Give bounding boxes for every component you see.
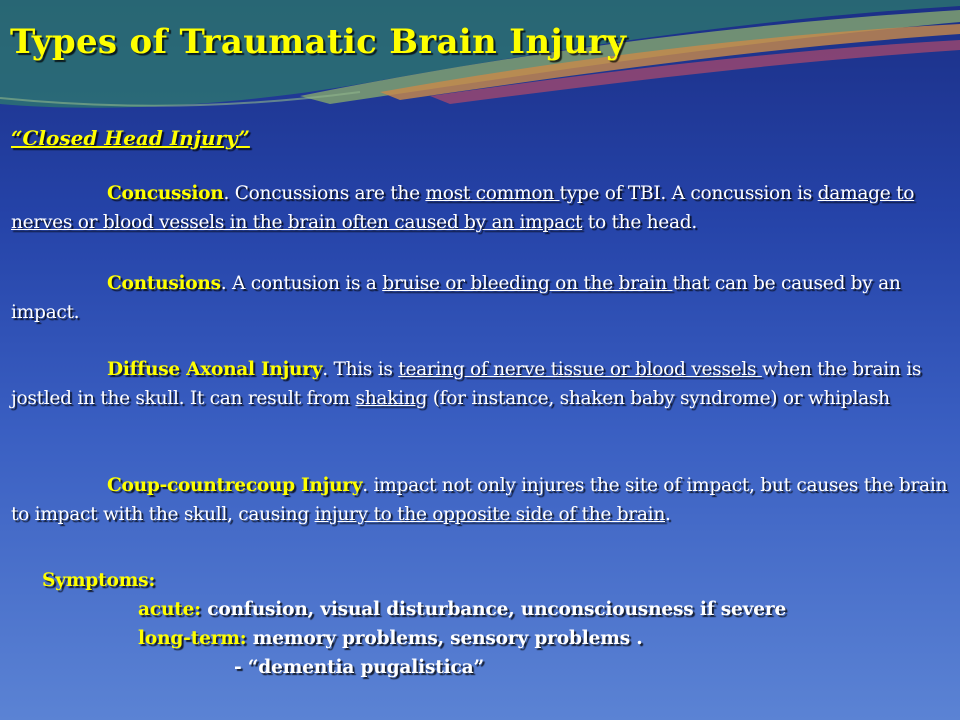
symptom-dementia: - “dementia pugalistica”: [234, 657, 484, 678]
term-concussion: Concussion: [107, 183, 224, 204]
symptom-acute: acute: confusion, visual disturbance, unconsciousness if severe: [138, 599, 787, 620]
symptom-long-term: long-term: memory problems, sensory problems .: [138, 628, 643, 649]
paragraph-contusions: Contusions. A contusion is a bruise or bleeding on the brain that can be caused by an impact.: [11, 273, 901, 323]
term-coup-countrecoup: Coup-countrecoup Injury: [107, 475, 363, 496]
symptoms-block: [42, 566, 786, 682]
section-heading: “Closed Head Injury”: [11, 126, 250, 150]
paragraph-diffuse-axonal-injury: Diffuse Axonal Injury. This is tearing of nerve tissue or blood vessels when the brain is jostled in the skull. It can result from shaking (for instance, shaken baby syndrome) or whiplash: [11, 359, 922, 409]
paragraph-concussion: Concussion. Concussions are the most common type of TBI. A concussion is damage to nerves or blood vessels in the brain often caused by an impact to the head.: [11, 183, 915, 233]
slide-title: Types of Traumatic Brain Injury: [10, 22, 627, 62]
term-diffuse-axonal-injury: Diffuse Axonal Injury: [107, 359, 323, 380]
term-contusions: Contusions: [107, 273, 221, 294]
paragraph-coup-countrecoup: Coup-countrecoup Injury. impact not only injures the site of impact, but causes the brain to impact with the skull, causing injury to the opposite side of the brain.: [11, 475, 948, 525]
symptoms-heading: Symptoms:: [42, 570, 156, 591]
